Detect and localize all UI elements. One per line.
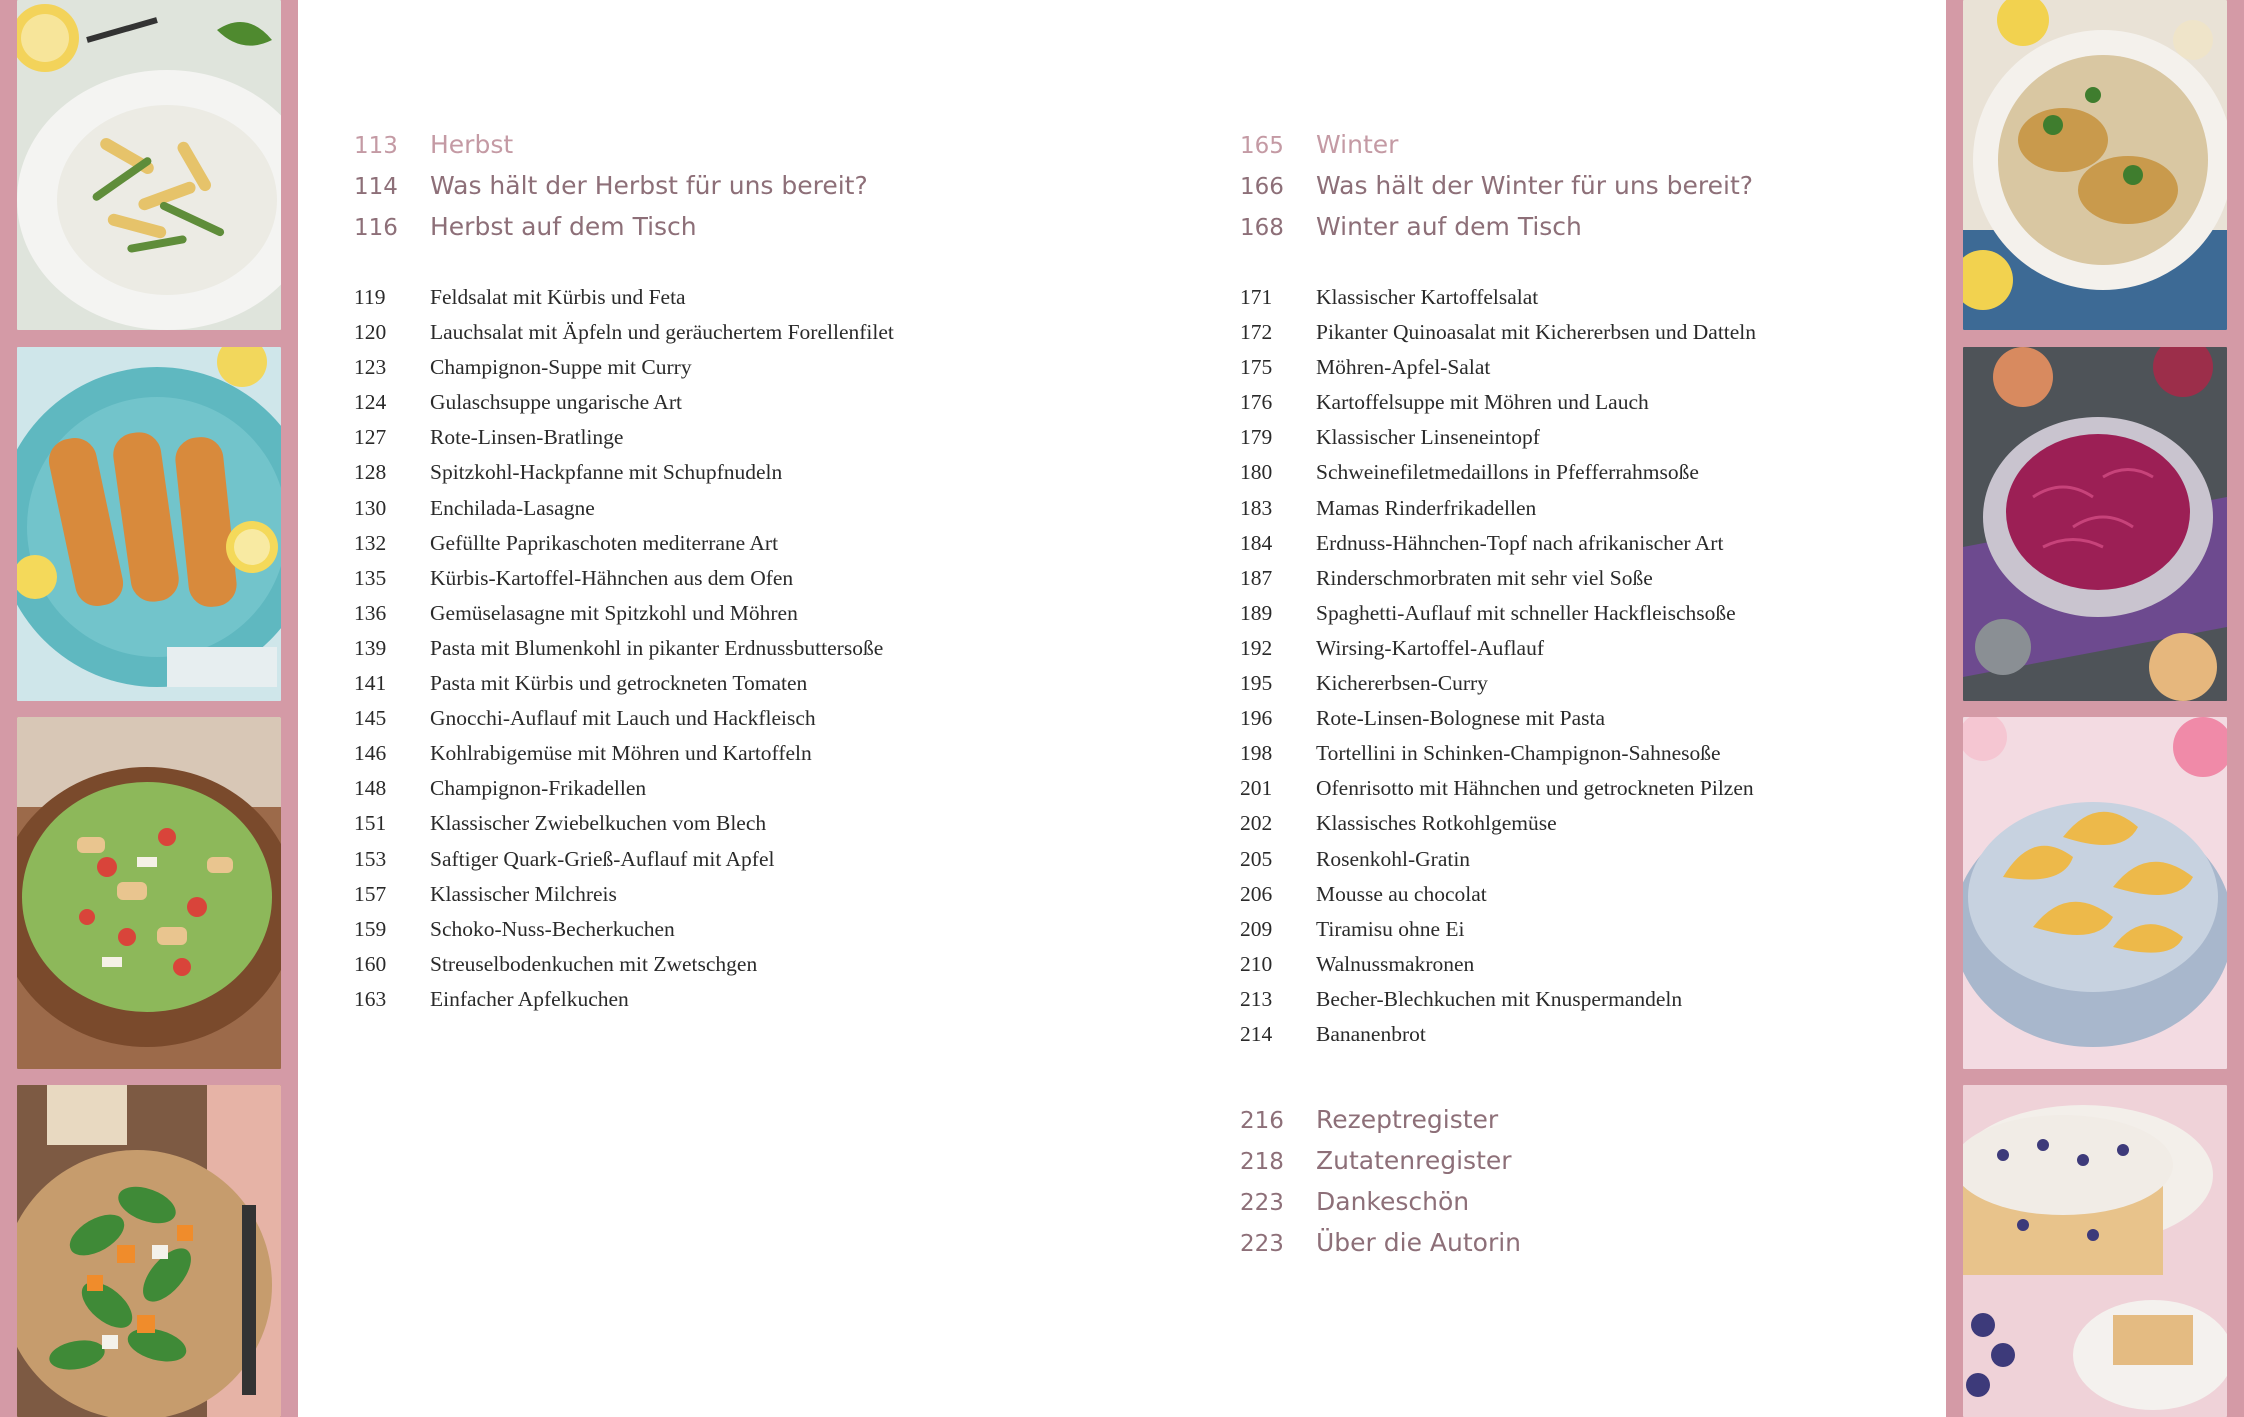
toc-recipe-row[interactable] xyxy=(1240,741,1900,776)
recipe-title: Spaghetti-Auflauf mit schneller Hackfleischsoße xyxy=(1316,600,1736,625)
page-number: 189 xyxy=(1240,600,1273,625)
recipe-title: Becher-Blechkuchen mit Knuspermandeln xyxy=(1316,986,1683,1011)
page-number: 168 xyxy=(1240,215,1284,241)
toc-recipe-row[interactable] xyxy=(1240,847,1900,882)
toc-recipe-row[interactable] xyxy=(1240,776,1900,811)
food-photo-icon xyxy=(17,717,281,1069)
toc-recipe-row[interactable] xyxy=(354,320,994,355)
toc-recipe-row[interactable] xyxy=(354,882,994,917)
appendix-list xyxy=(1240,1105,1900,1269)
recipe-title: Kichererbsen-Curry xyxy=(1316,671,1488,696)
recipe-title: Gulaschsuppe ungarische Art xyxy=(430,390,682,415)
toc-recipe-row[interactable] xyxy=(1240,987,1900,1022)
right-photo-strip xyxy=(1946,0,2244,1417)
page-number: 176 xyxy=(1240,390,1273,415)
food-photo-icon xyxy=(17,1085,281,1417)
page-number: 196 xyxy=(1240,706,1273,731)
winter-recipe-list xyxy=(1240,285,1900,1057)
food-photo-icon xyxy=(1963,0,2227,330)
page-number: 159 xyxy=(354,916,387,941)
page-number: 213 xyxy=(1240,986,1273,1011)
page-number: 192 xyxy=(1240,635,1273,660)
page-number: 128 xyxy=(354,460,387,485)
left-photo-strip xyxy=(0,0,298,1417)
toc-recipe-row[interactable] xyxy=(1240,496,1900,531)
pasta-asparagus-photo xyxy=(17,0,281,330)
page-number: 210 xyxy=(1240,951,1273,976)
recipe-title: Rosenkohl-Gratin xyxy=(1316,846,1471,871)
page-number: 175 xyxy=(1240,355,1273,380)
toc-recipe-row[interactable] xyxy=(354,741,994,776)
recipe-title: Gemüselasagne mit Spitzkohl und Möhren xyxy=(430,600,798,625)
recipe-title: Champignon-Frikadellen xyxy=(430,776,647,801)
page-number: 114 xyxy=(354,174,398,200)
page-number: 135 xyxy=(354,565,387,590)
toc-recipe-row[interactable] xyxy=(1240,636,1900,671)
toc-recipe-row[interactable] xyxy=(354,776,994,811)
recipe-title: Mamas Rinderfrikadellen xyxy=(1316,495,1537,520)
page-number: 171 xyxy=(1240,285,1273,309)
recipe-title: Erdnuss-Hähnchen-Topf nach afrikanischer Art xyxy=(1316,530,1724,555)
recipe-title: Kartoffelsuppe mit Möhren und Lauch xyxy=(1316,390,1649,415)
toc-recipe-row[interactable] xyxy=(1240,320,1900,355)
page-number: 113 xyxy=(354,133,398,159)
page-number: 160 xyxy=(354,951,387,976)
recipe-title: Streuselbodenkuchen mit Zwetschgen xyxy=(430,951,758,976)
page-number: 124 xyxy=(354,390,387,415)
page-number: 195 xyxy=(1240,671,1273,696)
recipe-title: Einfacher Apfelkuchen xyxy=(430,986,629,1011)
toc-entry-appendix[interactable] xyxy=(1240,1146,1900,1187)
recipe-title: Pasta mit Blumenkohl in pikanter Erdnussbuttersoße xyxy=(430,635,884,660)
food-photo-icon xyxy=(17,0,281,330)
toc-recipe-row[interactable] xyxy=(354,917,994,952)
recipe-title: Tortellini in Schinken-Champignon-Sahnesoße xyxy=(1316,741,1721,766)
toc-recipe-row[interactable] xyxy=(1240,811,1900,846)
food-photo-icon xyxy=(17,347,281,701)
recipe-title: Ofenrisotto mit Hähnchen und getrockneten Pilzen xyxy=(1316,776,1754,801)
toc-recipe-row[interactable] xyxy=(354,496,994,531)
recipe-title: Klassisches Rotkohlgemüse xyxy=(1316,811,1557,836)
winter-toc-column xyxy=(1240,130,1900,1269)
recipe-title: Rote-Linsen-Bolognese mit Pasta xyxy=(1316,706,1606,731)
page-number: 223 xyxy=(1240,1190,1284,1217)
toc-entry-intro[interactable] xyxy=(354,212,994,253)
toc-recipe-row[interactable] xyxy=(354,636,994,671)
food-photo-icon xyxy=(1963,1085,2227,1417)
page-number: 209 xyxy=(1240,916,1273,941)
recipe-title: Wirsing-Kartoffel-Auflauf xyxy=(1316,635,1544,660)
toc-entry-intro[interactable] xyxy=(354,171,994,212)
page-number: 127 xyxy=(354,425,387,450)
toc-recipe-row[interactable] xyxy=(354,285,994,320)
page-number: 184 xyxy=(1240,530,1273,555)
page-number: 183 xyxy=(1240,495,1273,520)
toc-entry-appendix[interactable] xyxy=(1240,1187,1900,1228)
entry-title: Dankeschön xyxy=(1316,1187,1470,1217)
recipe-title: Enchilada-Lasagne xyxy=(430,495,595,520)
recipe-title: Möhren-Apfel-Salat xyxy=(1316,355,1491,380)
autumn-recipe-list xyxy=(354,285,994,1022)
toc-recipe-row[interactable] xyxy=(354,566,994,601)
page-number: 148 xyxy=(354,776,387,801)
toc-recipe-row[interactable] xyxy=(354,952,994,987)
toc-entry-season-herbst[interactable] xyxy=(354,130,994,171)
lamb-lettuce-salad-photo xyxy=(17,1085,281,1417)
recipe-title: Kohlrabigemüse mit Möhren und Kartoffeln xyxy=(430,741,812,766)
recipe-title: Tiramisu ohne Ei xyxy=(1316,916,1465,941)
toc-recipe-row[interactable] xyxy=(1240,882,1900,917)
toc-entry-intro[interactable] xyxy=(1240,212,1900,253)
page-number: 146 xyxy=(354,741,387,766)
toc-recipe-row[interactable] xyxy=(1240,460,1900,495)
recipe-title: Klassischer Zwiebelkuchen vom Blech xyxy=(430,811,767,836)
page-number: 157 xyxy=(354,881,387,906)
croissants-bowl-photo xyxy=(1963,717,2227,1069)
entry-title: Was hält der Herbst für uns bereit? xyxy=(430,171,868,200)
toc-recipe-row[interactable] xyxy=(1240,531,1900,566)
red-cabbage-pot-photo xyxy=(1963,347,2227,701)
page-number: 214 xyxy=(1240,1021,1273,1046)
recipe-title: Rinderschmorbraten mit sehr viel Soße xyxy=(1316,565,1653,590)
recipe-title: Schoko-Nuss-Becherkuchen xyxy=(430,916,675,941)
toc-recipe-row[interactable] xyxy=(354,811,994,846)
toc-recipe-row[interactable] xyxy=(354,460,994,495)
page-number: 205 xyxy=(1240,846,1273,871)
toc-entry-appendix[interactable] xyxy=(1240,1228,1900,1269)
toc-recipe-row[interactable] xyxy=(1240,566,1900,601)
toc-recipe-row[interactable] xyxy=(354,355,994,390)
toc-recipe-row[interactable] xyxy=(354,531,994,566)
recipe-title: Champignon-Suppe mit Curry xyxy=(430,355,692,380)
page-number: 130 xyxy=(354,495,387,520)
page-number: 166 xyxy=(1240,174,1284,200)
recipe-title: Spitzkohl-Hackpfanne mit Schupfnudeln xyxy=(430,460,783,485)
page-number: 151 xyxy=(354,811,387,836)
recipe-title: Pikanter Quinoasalat mit Kichererbsen und Datteln xyxy=(1316,320,1757,345)
blueberry-cake-photo xyxy=(1963,1085,2227,1417)
recipe-title: Bananenbrot xyxy=(1316,1021,1426,1046)
toc-recipe-row[interactable] xyxy=(1240,285,1900,320)
entry-title: Über die Autorin xyxy=(1316,1228,1522,1258)
page-number: 136 xyxy=(354,600,387,625)
recipe-title: Saftiger Quark-Grieß-Auflauf mit Apfel xyxy=(430,846,775,871)
toc-recipe-row[interactable] xyxy=(354,671,994,706)
food-photo-icon xyxy=(1963,347,2227,701)
page-number: 218 xyxy=(1240,1149,1284,1176)
toc-recipe-row[interactable] xyxy=(1240,355,1900,390)
toc-recipe-row[interactable] xyxy=(1240,917,1900,952)
entry-title: Rezeptregister xyxy=(1316,1105,1499,1135)
page-number: 139 xyxy=(354,635,387,660)
toc-recipe-row[interactable] xyxy=(354,847,994,882)
page-number: 165 xyxy=(1240,133,1284,159)
page-number: 206 xyxy=(1240,881,1273,906)
page-number: 120 xyxy=(354,320,387,345)
page-number: 202 xyxy=(1240,811,1273,836)
page-number: 141 xyxy=(354,671,387,696)
recipe-title: Rote-Linsen-Bratlinge xyxy=(430,425,624,450)
food-photo-icon xyxy=(1963,717,2227,1069)
toc-entry-season-winter[interactable] xyxy=(1240,130,1900,171)
toc-recipe-row[interactable] xyxy=(1240,706,1900,741)
entry-title: Was hält der Winter für uns bereit? xyxy=(1316,171,1754,200)
salad-bowl-photo xyxy=(17,717,281,1069)
entry-title: Winter auf dem Tisch xyxy=(1316,212,1582,241)
toc-recipe-row[interactable] xyxy=(354,706,994,741)
entry-title: Herbst auf dem Tisch xyxy=(430,212,697,241)
page-number: 198 xyxy=(1240,741,1273,766)
toc-recipe-row[interactable] xyxy=(1240,671,1900,706)
page-number: 201 xyxy=(1240,776,1273,801)
chicken-bake-photo xyxy=(1963,0,2227,330)
page-number: 216 xyxy=(1240,1108,1284,1135)
recipe-title: Kürbis-Kartoffel-Hähnchen aus dem Ofen xyxy=(430,565,794,590)
recipe-title: Pasta mit Kürbis und getrockneten Tomaten xyxy=(430,671,808,696)
page-number: 163 xyxy=(354,986,387,1011)
page-number: 123 xyxy=(354,355,387,380)
section-title: Winter xyxy=(1316,130,1399,159)
recipe-title: Schweinefiletmedaillons in Pfefferrahmsoße xyxy=(1316,460,1699,485)
toc-recipe-row[interactable] xyxy=(354,987,994,1022)
recipe-title: Klassischer Kartoffelsalat xyxy=(1316,285,1539,309)
page-number: 132 xyxy=(354,530,387,555)
entry-title: Zutatenregister xyxy=(1316,1146,1512,1176)
page-number: 172 xyxy=(1240,320,1273,345)
recipe-title: Klassischer Linseneintopf xyxy=(1316,425,1540,450)
toc-recipe-row[interactable] xyxy=(354,390,994,425)
page-number: 180 xyxy=(1240,460,1273,485)
page-number: 119 xyxy=(354,285,386,309)
toc-recipe-row[interactable] xyxy=(1240,390,1900,425)
toc-recipe-row[interactable] xyxy=(1240,1022,1900,1057)
toc-recipe-row[interactable] xyxy=(354,601,994,636)
page-number: 153 xyxy=(354,846,387,871)
recipe-title: Gefüllte Paprikaschoten mediterrane Art xyxy=(430,530,779,555)
breaded-asparagus-photo xyxy=(17,347,281,701)
page-number: 187 xyxy=(1240,565,1273,590)
recipe-title: Gnocchi-Auflauf mit Lauch und Hackfleisch xyxy=(430,706,816,731)
recipe-title: Lauchsalat mit Äpfeln und geräuchertem Forellenfilet xyxy=(430,320,894,345)
toc-entry-appendix[interactable] xyxy=(1240,1105,1900,1146)
recipe-title: Klassischer Milchreis xyxy=(430,881,617,906)
autumn-toc-column xyxy=(354,130,994,1022)
toc-recipe-row[interactable] xyxy=(354,425,994,460)
toc-recipe-row[interactable] xyxy=(1240,601,1900,636)
page-number: 223 xyxy=(1240,1231,1284,1258)
page-number: 179 xyxy=(1240,425,1273,450)
page-number: 116 xyxy=(354,215,398,241)
toc-recipe-row[interactable] xyxy=(1240,952,1900,987)
page-number: 145 xyxy=(354,706,387,731)
recipe-title: Mousse au chocolat xyxy=(1316,881,1487,906)
toc-recipe-row[interactable] xyxy=(1240,425,1900,460)
recipe-title: Walnussmakronen xyxy=(1316,951,1475,976)
section-title: Herbst xyxy=(430,130,514,159)
toc-entry-intro[interactable] xyxy=(1240,171,1900,212)
recipe-title: Feldsalat mit Kürbis und Feta xyxy=(430,285,686,309)
